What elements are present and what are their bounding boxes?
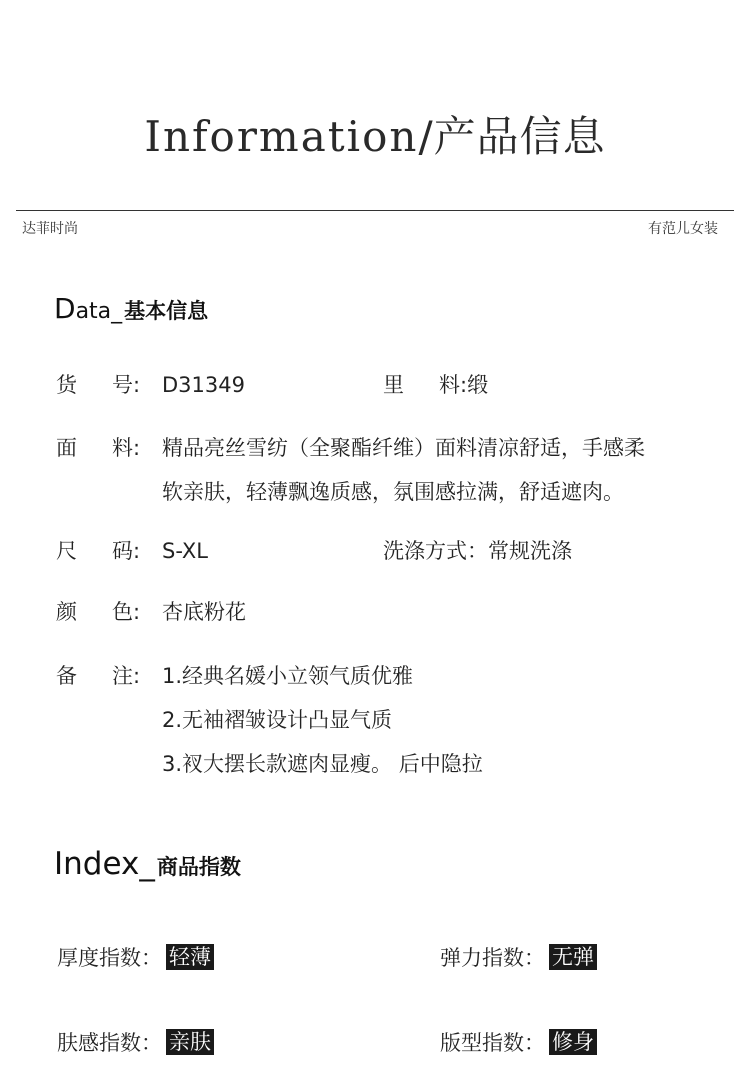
brand-left: 达菲时尚 (22, 221, 78, 237)
data-section-heading (54, 292, 208, 325)
lining-value: 缎 (467, 373, 489, 397)
item-number-label-2: 号: (112, 373, 141, 397)
data-heading-rest: ata_ (75, 299, 123, 324)
index-heading-cn: 商品指数 (156, 855, 241, 879)
skin-feel-tag: 亲肤 (166, 1029, 214, 1055)
elasticity-label: 弹力指数： (440, 946, 545, 970)
notes-line-1: 1.经典名媛小立领气质优雅 (162, 664, 414, 688)
title-cn: 产品信息 (433, 112, 606, 161)
elasticity-tag: 无弹 (549, 944, 597, 970)
fabric-row (56, 427, 645, 470)
fabric-line-1: 精品亮丝雪纺（全聚酯纤维）面料清凉舒适，手感柔 (162, 436, 645, 460)
fit-label: 版型指数： (440, 1031, 545, 1055)
data-heading-cap: D (54, 292, 76, 325)
title-sep: / (418, 112, 434, 161)
header-divider (16, 210, 734, 211)
color-label-2: 色: (112, 600, 141, 624)
fabric-label-1: 面 (56, 436, 77, 460)
item-number-row (56, 364, 245, 407)
size-value: S-XL (162, 539, 208, 563)
fabric-line-2: 软亲肤，轻薄飘逸质感，氛围感拉满，舒适遮肉。 (162, 480, 624, 504)
color-value: 杏底粉花 (162, 600, 246, 624)
skin-feel-label: 肤感指数： (57, 1031, 162, 1055)
thickness-label: 厚度指数： (57, 946, 162, 970)
size-label-1: 尺 (56, 539, 77, 563)
washing-row (383, 530, 572, 573)
brand-right: 有范儿女装 (648, 221, 718, 237)
notes-label-1: 备 (56, 664, 77, 688)
title-en: Information (144, 112, 419, 161)
thickness-index (57, 942, 214, 972)
color-row (56, 591, 246, 634)
fit-tag: 修身 (549, 1029, 597, 1055)
fabric-label-2: 料: (112, 436, 141, 460)
lining-row (383, 364, 488, 407)
size-row (56, 530, 208, 573)
notes-line-3: 3.衩大摆长款遮肉显瘦。 后中隐拉 (162, 752, 483, 776)
notes-row (56, 655, 413, 698)
notes-label-2: 注: (112, 664, 141, 688)
item-number-value: D31349 (162, 373, 245, 397)
index-section-heading (54, 846, 241, 882)
lining-label-2: 料: (439, 373, 468, 397)
fit-index (440, 1027, 597, 1057)
color-label-1: 颜 (56, 600, 77, 624)
lining-label-1: 里 (383, 373, 404, 397)
washing-value: 常规洗涤 (488, 539, 572, 563)
size-label-2: 码: (112, 539, 141, 563)
elasticity-index (440, 942, 597, 972)
skin-feel-index (57, 1027, 214, 1057)
washing-label: 洗涤方式： (383, 539, 488, 563)
item-number-label-1: 货 (56, 373, 77, 397)
notes-line-2: 2.无袖褶皱设计凸显气质 (162, 708, 393, 732)
thickness-tag: 轻薄 (166, 944, 214, 970)
page-title (0, 104, 750, 164)
data-heading-cn: 基本信息 (124, 299, 209, 323)
index-heading-en: Index_ (54, 846, 155, 882)
